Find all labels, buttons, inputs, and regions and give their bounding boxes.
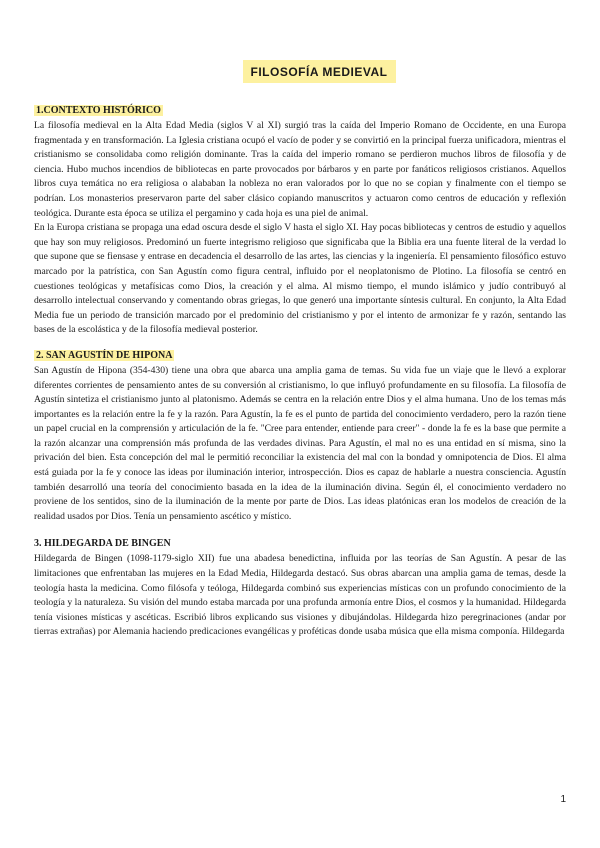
- section-contexto-historico: [34, 104, 566, 338]
- page-number: 1: [560, 794, 566, 805]
- section-heading: [34, 104, 566, 118]
- section-heading: 3. HILDEGARDA DE BINGEN: [34, 538, 171, 550]
- section-heading: [34, 349, 566, 363]
- section-heading-text: 1.CONTEXTO HISTÓRICO: [36, 105, 161, 116]
- section-hildegarda: [34, 537, 566, 640]
- paragraph: San Agustín de Hipona (354-430) tiene una obra que abarca una amplia gama de temas. Su vida fue un viaje que le llevó a explorar diferentes corrientes de pensamiento antes de su conversión al cristianismo, lo que influyó profundamente en su filosofía. La filosofía de Agustín sintetiza el cristianismo junto al platonismo. Además se centra en la relación entre Dios y el alma humana. Uno de los temas más importantes es la relación entre la fe y la razón. Para Agustín, la fe es el punto de partida del conocimiento verdadero, pero la razón tiene un papel crucial en la comprensión y articulación de la fe. "Cree para entender, entiende para creer" - donde la fe es la base que permite a la razón alcanzar una comprensión más profunda de las verdades divinas. Para Agustín, el mal no es una entidad en sí misma, sino la privación del bien. Esta concepción del mal le permitió reconciliar la existencia del mal con la bondad y omnipotencia de Dios. El alma está guiada por la fe y conoce las ideas por iluminación interior, introspección. Dios es capaz de hablarle a nuestra consciencia. Agustín también desarrolló una teoría del conocimiento basada en la idea de la iluminación divina. Según él, el conocimiento verdadero no proviene de los sentidos, sino de la iluminación de la mente por parte de Dios. Las ideas platónicas eran los modelos de creación de la realidad usados por Dios. Tenía un pensamiento ascético y místico.: [34, 364, 566, 522]
- title-container: [0, 60, 600, 83]
- paragraph: La filosofía medieval en la Alta Edad Media (siglos V al XI) surgió tras la caída del Imperio Romano de Occidente, en una Europa fragmentada y en transformación. La Iglesia cristiana ocupó el vacío de poder y se convirtió en la principal fuerza unificadora, mientras el cristianismo se consolidaba como religión dominante. Tras la caída del imperio romano se perdieron muchos libros de filosofía y de ciencia. Hubo muchos incendios de bibliotecas en parte provocados por bárbaros y en parte por fanáticos religiosos cristianos. Aquellos libros cuya temática no era religiosa o alababan la nobleza no eran valorados por lo que no se copian y finalmente con el tiempo se podrían. Los monasterios preservaron parte del saber clásico copiando manuscritos y actuaron como centros de educación y reflexión teológica. Durante esta época se utiliza el pergamino y cada hoja es una piel de animal.: [34, 120, 566, 219]
- paragraph: En la Europa cristiana se propaga una edad oscura desde el siglo V hasta el siglo XI. Hay pocas bibliotecas y centros de estudio y aquellos que hay son muy religiosos. Predominó un fuerte integrismo religioso que significaba que la Biblia era una fuente literal de la verdad lo que supone que se fiensase y entrase en decadencia el desarrollo de las artes, las ciencias y la ingeniería. El pensamiento filosófico estuvo marcado por la patrística, con San Agustín como figura central, influido por el neoplatonismo de Plotino. La filosofía se centró en cuestiones teológicas y metafísicas como Dios, la creación y el alma. Al mismo tiempo, el mundo islámico y judío contribuyó al desarrollo intelectual conservando y comentando obras griegas, lo que generó una importante síntesis cultural. En conjunto, la Alta Edad Media fue un periodo de transición marcado por el predominio del cristianismo y por el intento de armonizar fe y razón, sentando las bases de la escolástica y de la filosofía medieval posterior.: [34, 222, 566, 336]
- document-title: FILOSOFÍA MEDIEVAL: [243, 60, 396, 83]
- paragraph: Hildegarda de Bingen (1098-1179-siglo XII) fue una abadesa benedictina, influida por las teorías de San Agustín. A pesar de las limitaciones que enfrentaban las mujeres en la Edad Media, Hildegarda destacó. Sus obras abarcan una amplia gama de temas, desde la teología hasta la medicina. Como filósofa y teóloga, Hildegarda combinó sus experiencias místicas con un profundo conocimiento de la teología y la naturaleza. Su visión del mundo estaba marcada por una profunda armonía entre Dios, el cosmos y la humanidad. Hildegarda tenía visiones místicas y ascéticas. Escribió libros explicando sus visiones y dibujándolas. Hildegarda hizo peregrinaciones (andar por tierras extrañas) por Alemania haciendo predicaciones evangélicas y proféticas donde usaba música que ella misma componía. Hildegarda: [34, 553, 566, 638]
- document-body: [34, 104, 566, 640]
- section-san-agustin: [34, 349, 566, 525]
- section-heading-text: 2. SAN AGUSTÍN DE HIPONA: [36, 349, 173, 361]
